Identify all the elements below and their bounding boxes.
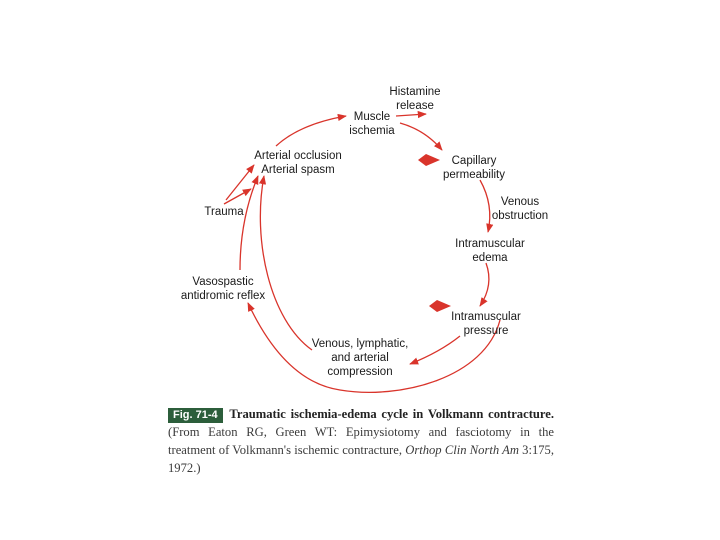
capillary-increase-marker bbox=[418, 154, 440, 166]
line: pressure bbox=[463, 325, 509, 337]
line: compression bbox=[327, 366, 393, 378]
line: Muscle bbox=[353, 111, 391, 123]
line: permeability bbox=[443, 169, 505, 181]
line: Histamine bbox=[389, 86, 441, 98]
node-intramuscular-pressure bbox=[451, 311, 521, 337]
line: Arterial spasm bbox=[261, 164, 335, 176]
arrow-capillary-to-edema bbox=[480, 180, 490, 232]
arrow-arterial-to-muscle bbox=[276, 116, 346, 146]
line: Venous, lymphatic, bbox=[311, 338, 409, 350]
line: obstruction bbox=[491, 210, 549, 222]
node-venous-lymphatic-arterial-compression bbox=[312, 338, 409, 378]
line: Vasospastic bbox=[192, 276, 254, 288]
line: Trauma bbox=[204, 206, 244, 218]
figure-caption bbox=[168, 405, 554, 477]
node-histamine-release bbox=[389, 86, 440, 112]
pressure-increase-marker bbox=[429, 300, 451, 312]
arrow-muscle-to-histamine bbox=[396, 114, 426, 116]
node-trauma bbox=[204, 206, 244, 218]
line: ischemia bbox=[349, 125, 395, 137]
line: and arterial bbox=[331, 352, 389, 364]
line: Venous bbox=[500, 196, 540, 208]
caption-citation: 3:175, 1972.) bbox=[168, 443, 555, 475]
line: release bbox=[396, 100, 434, 112]
node-arterial-occlusion-spasm bbox=[254, 150, 342, 176]
caption-journal: Orthop Clin North Am bbox=[405, 443, 519, 457]
line: edema bbox=[472, 252, 508, 264]
line: antidromic reflex bbox=[180, 290, 266, 302]
arrow-compression-to-arterial bbox=[260, 176, 312, 350]
line: Arterial occlusion bbox=[254, 150, 342, 162]
arrow-muscle-to-capillary bbox=[400, 123, 442, 150]
arrow-pressure-to-compression bbox=[410, 336, 460, 364]
caption-title: Traumatic ischemia-edema cycle in Volkmann contracture. bbox=[229, 407, 554, 421]
node-vasospastic-reflex bbox=[181, 276, 266, 302]
node-muscle-ischemia bbox=[349, 111, 395, 137]
node-intramuscular-edema bbox=[455, 238, 525, 264]
node-venous-obstruction bbox=[492, 196, 548, 222]
node-capillary-permeability bbox=[443, 155, 505, 181]
caption-source: (From Eaton RG, Green WT: Epimysiotomy and fasciotomy in the treatment of Volkmann's ischemic contracture, bbox=[168, 425, 554, 457]
line: Capillary bbox=[451, 155, 497, 167]
figure-label: Fig. 71-4 bbox=[168, 408, 223, 423]
line: Intramuscular bbox=[455, 238, 525, 250]
arrow-edema-to-pressure bbox=[480, 263, 489, 306]
line: Intramuscular bbox=[451, 311, 521, 323]
